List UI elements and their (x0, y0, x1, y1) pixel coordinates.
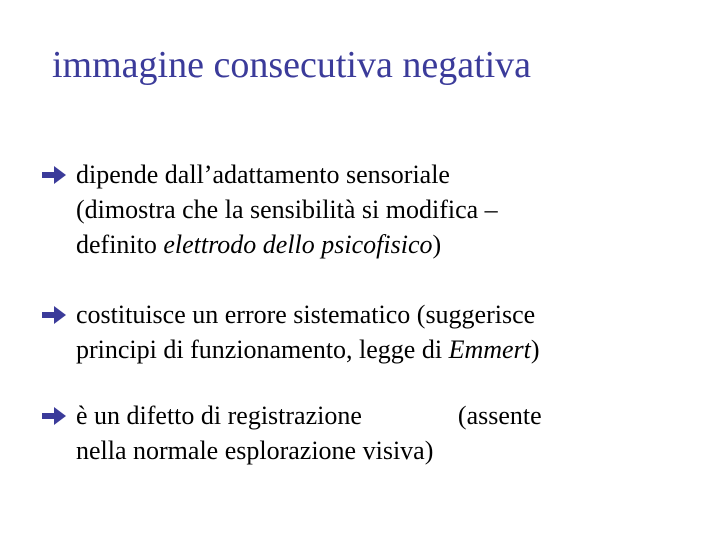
bullet-text-fragment: ) (432, 230, 442, 259)
right-arrow-icon (42, 306, 66, 324)
bullet-text-fragment: principi di funzionamento, legge di (76, 335, 449, 364)
bullet-text (76, 157, 682, 262)
bullet-item (42, 157, 682, 262)
bullet-text-fragment: (assente (457, 401, 542, 430)
bullet-item (42, 398, 682, 468)
bullet-line: dipende dall’adattamento sensoriale (76, 160, 450, 189)
bullet-text-fragment: ) (530, 335, 540, 364)
italic-term: Emmert (448, 335, 531, 364)
slide-title: immagine consecutiva negativa (52, 44, 532, 86)
right-arrow-icon (42, 407, 66, 425)
bullet-line: costituisce un errore sistematico (suggerisce (76, 300, 536, 329)
right-arrow-icon (42, 166, 66, 184)
bullet-text-fragment: definito (76, 230, 164, 259)
italic-term: elettrodo dello psicofisico (163, 230, 433, 259)
bullet-line: (dimostra che la sensibilità si modifica – (76, 195, 498, 224)
bullet-text (76, 398, 682, 468)
bullet-line: nella normale esplorazione visiva) (76, 436, 434, 465)
bullet-item (42, 297, 682, 367)
bullet-line (76, 332, 682, 367)
bullet-text (76, 297, 682, 367)
bullet-line (76, 398, 682, 433)
bullet-line (76, 227, 682, 262)
bullet-text-fragment: è un difetto di registrazione (76, 401, 362, 430)
